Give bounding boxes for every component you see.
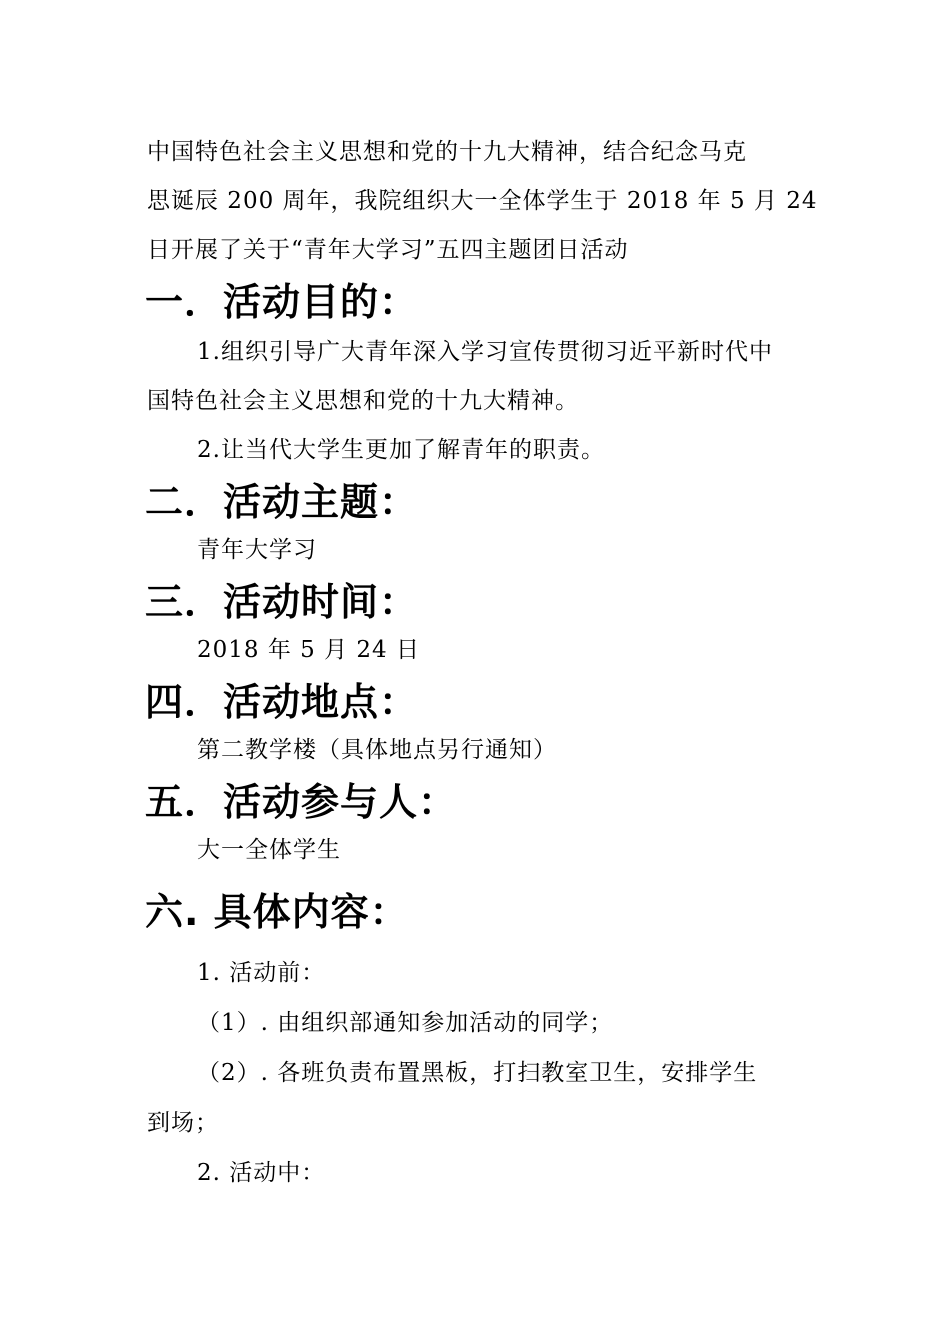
section-heading-participants: 五．活动参与人： <box>145 780 458 824</box>
details-item-1-2-line-2: 到场； <box>147 1110 219 1136</box>
details-item-1: 1. 活动前： <box>197 960 326 986</box>
intro-line-3: 日开展了关于“青年大学习”五四主题团日活动 <box>147 237 629 263</box>
section-heading-theme: 二．活动主题： <box>145 480 419 524</box>
details-item-1-2-line-1: （2）. 各班负责布置黑板，打扫教室卫生，安排学生 <box>197 1060 758 1086</box>
intro-line-2: 思诞辰 200 周年，我院组织大一全体学生于 2018 年 5 月 24 <box>147 188 818 214</box>
intro-line-1: 中国特色社会主义思想和党的十九大精神，结合纪念马克 <box>147 139 747 165</box>
section-heading-location: 四．活动地点： <box>145 680 419 724</box>
purpose-item-1-line-1: 1.组织引导广大青年深入学习宣传贯彻习近平新时代中 <box>197 339 773 365</box>
purpose-item-2: 2.让当代大学生更加了解青年的职责。 <box>197 437 605 463</box>
purpose-item-1-line-2: 国特色社会主义思想和党的十九大精神。 <box>147 388 579 414</box>
details-item-1-1: （1）. 由组织部通知参加活动的同学； <box>197 1010 614 1036</box>
time-text: 2018 年 5 月 24 日 <box>197 637 420 663</box>
section-heading-details: 六. 具体内容： <box>145 890 409 934</box>
section-heading-purpose: 一．活动目的： <box>145 280 419 324</box>
location-text: 第二教学楼（具体地点另行通知） <box>197 737 557 763</box>
details-item-2: 2. 活动中： <box>197 1160 326 1186</box>
theme-text: 青年大学习 <box>197 537 317 563</box>
section-heading-time: 三．活动时间： <box>145 580 419 624</box>
participants-text: 大一全体学生 <box>197 837 341 863</box>
